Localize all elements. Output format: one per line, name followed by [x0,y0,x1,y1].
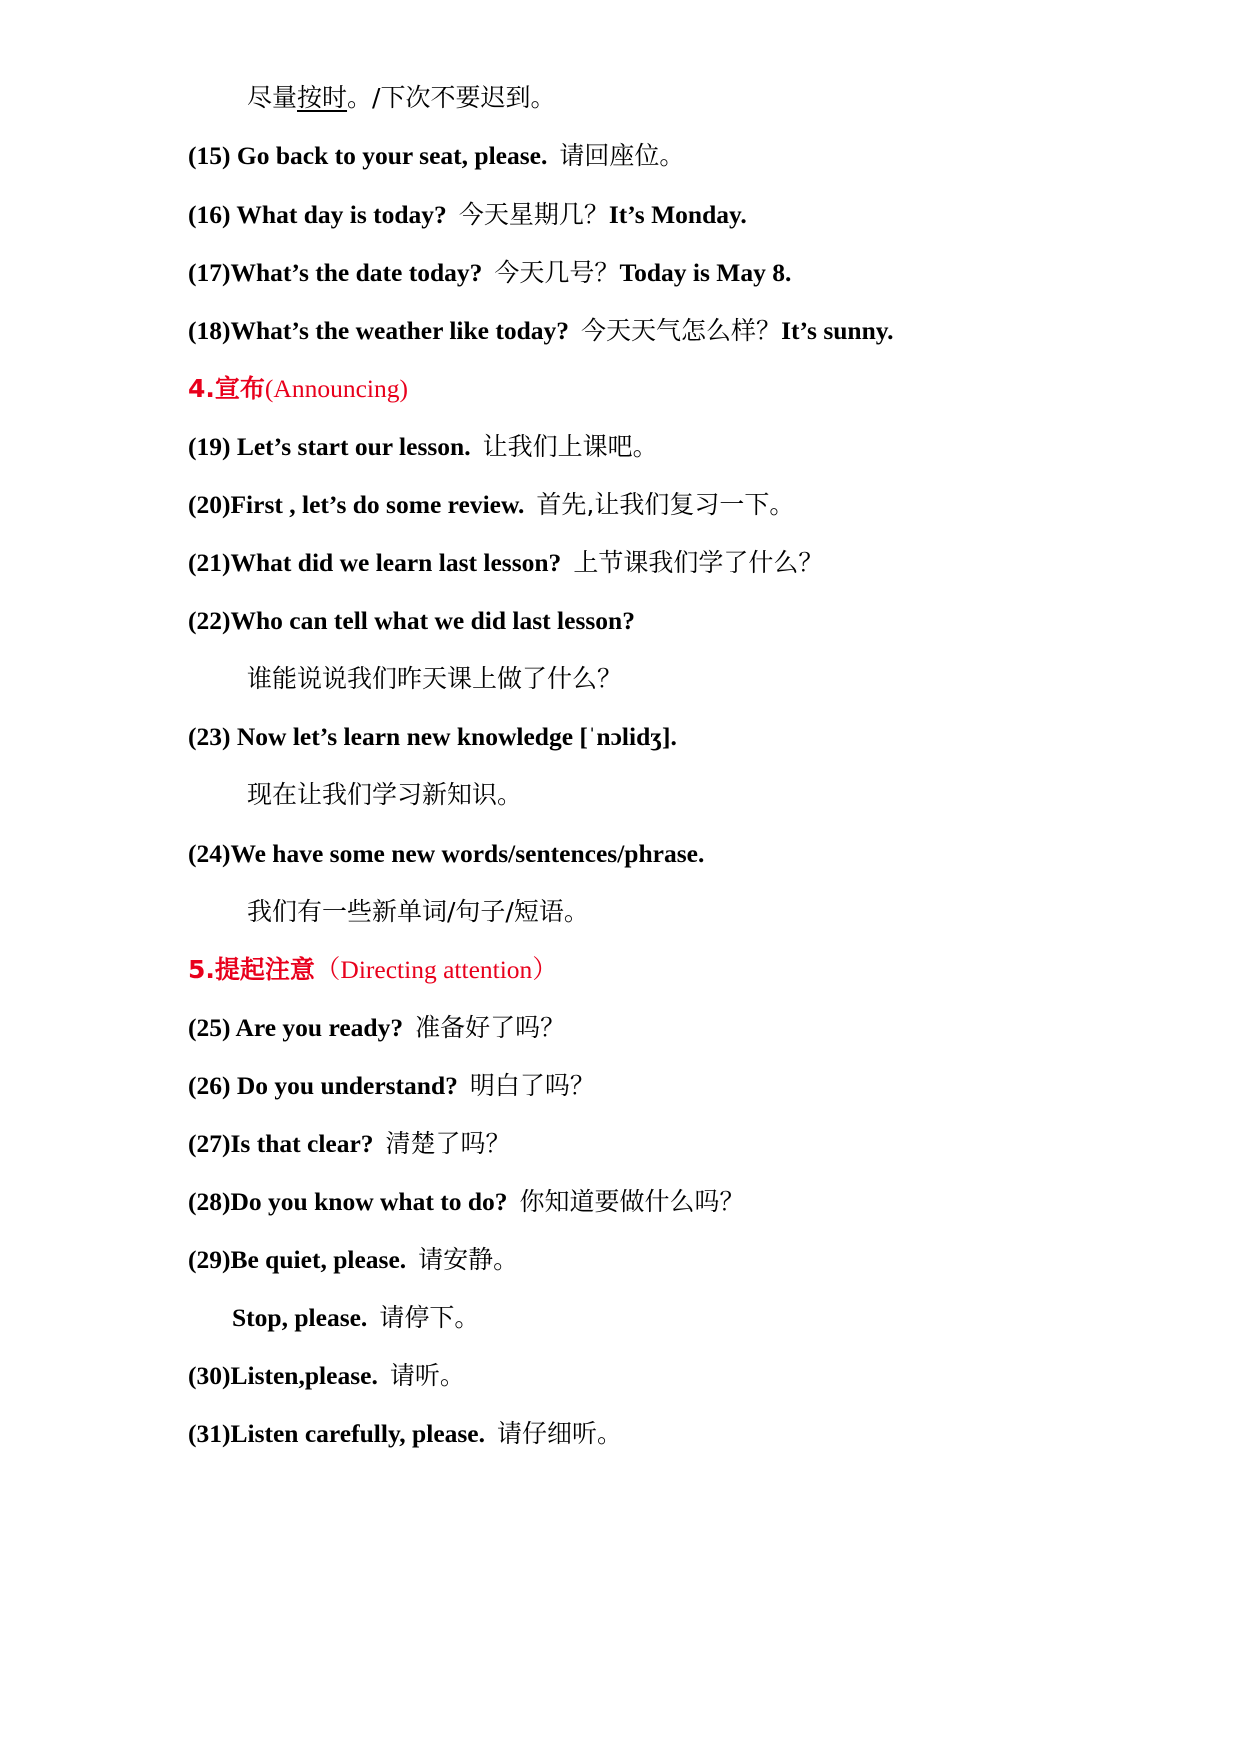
item-31-en: (31)Listen carefully, please. [188,1419,485,1448]
item-24-en: (24)We have some new words/sentences/phrase. [188,839,705,868]
item-20 [188,485,794,525]
item-29-en: (29)Be quiet, please. [188,1245,407,1274]
item-17 [188,253,791,293]
item-27-zh: 清楚了吗？ [385,1129,511,1158]
item-19-zh: 让我们上课吧。 [482,432,658,461]
section-5-title: 5.提起注意 [188,955,315,984]
item-29b [232,1298,479,1338]
item-15 [188,136,684,176]
item-25-en: (25) Are you ready? [188,1013,404,1042]
item-28-en: (28)Do you know what to do? [188,1187,508,1216]
item-23-en: (23) Now let’s learn new knowledge [ˈnɔlidʒ]. [188,722,677,751]
item-22-translation [247,659,622,699]
text-underlined: 按时 [297,83,348,112]
item-16-en: (16) What day is today? [188,200,447,229]
item-15-zh: 请回座位。 [559,141,685,170]
item-31 [188,1414,622,1454]
item-22-en: (22)Who can tell what we did last lesson? [188,606,635,635]
item-27-en: (27)Is that clear? [188,1129,374,1158]
text-pre: 尽量 [247,83,298,112]
item-17-answer: Today is May 8. [619,258,792,287]
item-19 [188,427,658,467]
item-29-zh: 请安静。 [418,1245,519,1274]
item-25-zh: 准备好了吗？ [415,1013,566,1042]
section-5-en: （Directing attention） [314,955,558,984]
item-19-en: (19) Let’s start our lesson. [188,432,471,461]
item-21 [188,543,823,583]
item-16-zh: 今天星期几？ [458,200,609,229]
item-26-zh: 明白了吗？ [469,1071,595,1100]
item-24-zh: 我们有一些新单词/句子/短语。 [247,897,589,926]
item-18-zh: 今天天气怎么样？ [581,316,782,345]
item-18-answer: It’s sunny. [781,316,894,345]
item-18 [188,311,894,351]
item-20-en: (20)First , let’s do some review. [188,490,525,519]
item-27 [188,1124,511,1164]
section-heading-4 [188,369,408,409]
item-30 [188,1356,465,1396]
item-18-en: (18)What’s the weather like today? [188,316,570,345]
item-30-zh: 请听。 [389,1361,465,1390]
item-24 [188,834,704,874]
continuation-line [247,78,555,118]
section-4-en: (Announcing) [264,374,408,403]
item-23 [188,717,677,757]
item-16-answer: It’s Monday. [608,200,747,229]
item-24-translation [247,892,589,932]
item-23-zh: 现在让我们学习新知识。 [247,780,523,809]
item-25 [188,1008,565,1048]
item-16 [188,195,747,235]
item-26-en: (26) Do you understand? [188,1071,458,1100]
item-21-zh: 上节课我们学了什么？ [573,548,824,577]
item-28-zh: 你知道要做什么吗？ [519,1187,745,1216]
item-21-en: (21)What did we learn last lesson? [188,548,562,577]
section-4-title: 4.宣布 [188,374,265,403]
item-28 [188,1182,745,1222]
item-31-zh: 请仔细听。 [497,1419,623,1448]
item-22-zh: 谁能说说我们昨天课上做了什么？ [247,664,623,693]
item-20-zh: 首先,让我们复习一下。 [536,490,795,519]
item-17-en: (17)What’s the date today? [188,258,483,287]
item-23-translation [247,775,522,815]
item-29 [188,1240,518,1280]
item-26 [188,1066,595,1106]
item-29b-zh: 请停下。 [379,1303,480,1332]
item-22 [188,601,635,641]
item-15-en: (15) Go back to your seat, please. [188,141,548,170]
item-29b-en: Stop, please. [232,1303,368,1332]
section-heading-5 [188,950,558,990]
item-30-en: (30)Listen,please. [188,1361,378,1390]
text-post: 。/下次不要迟到。 [347,83,556,112]
item-17-zh: 今天几号？ [494,258,620,287]
